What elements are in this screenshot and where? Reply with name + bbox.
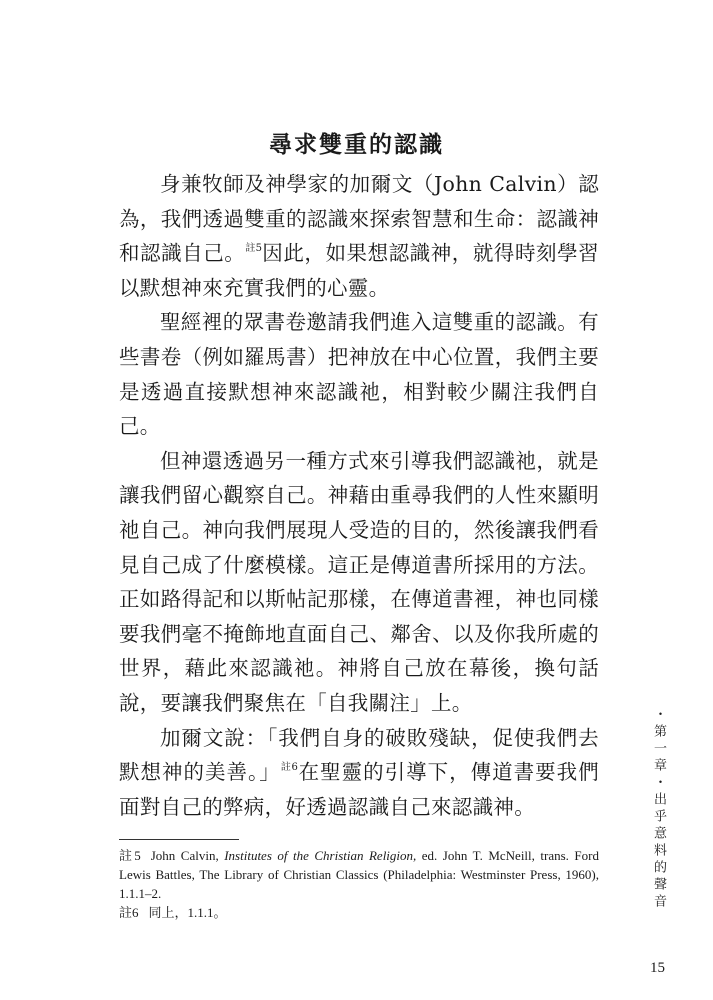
footnote-6: [119, 903, 599, 922]
footnotes: [119, 846, 599, 922]
footnote-ref-6[interactable]: 註6: [280, 762, 298, 774]
paragraph-text: 聖經裡的眾書卷邀請我們進入這雙重的認識。有些書卷（例如羅馬書）把神放在中心位置，我們主要是透過直接默想神來認識祂，相對較少關注我們自己。: [119, 310, 599, 439]
paragraph-3: [119, 444, 599, 721]
body-text: [119, 167, 599, 824]
paragraph-text: 身兼牧師及神學家的加爾文（John Calvin）認為，我們透過雙重的認識來探索智慧和生命：認識神和認識自己。: [119, 172, 599, 266]
paragraph-text: 在聖靈的引導下，傳道書要我們面對自己的弊病，好透過認識自己來認識神。: [119, 760, 599, 819]
footnote-divider: [119, 839, 239, 840]
running-chapter-header: ・第一章・出乎意料的聲音: [651, 707, 666, 911]
paragraph-2: [119, 305, 599, 443]
footnote-ref-5[interactable]: 註5: [245, 243, 262, 255]
page-number: 15: [650, 960, 665, 976]
footnote-text: ed. John T. McNeill, trans. Ford Lewis Battles, The Library of Christian Classics (Philadelphia: Westminster Press, 1960), 1.1.1–2.: [119, 848, 599, 901]
footnote-text: 同上，1.1.1。: [148, 905, 227, 920]
paragraph-1: [119, 167, 599, 305]
section-title: 尋求雙重的認識: [269, 131, 444, 158]
footnote-5: [119, 846, 599, 903]
paragraph-text: 因此，如果想認識神，就得時刻學習以默想神來充實我們的心靈。: [119, 241, 599, 300]
footnote-text: John Calvin,: [150, 848, 225, 863]
paragraph-4: [119, 721, 599, 825]
footnote-book-title: Institutes of the Christian Religion,: [224, 848, 417, 863]
footnote-mark: 註6: [119, 905, 139, 920]
paragraph-text: 但神還透過另一種方式來引導我們認識祂，就是讓我們留心觀察自己。神藉由重尋我們的人性來顯明祂自己。神向我們展現人受造的目的，然後讓我們看見自己成了什麼模樣。這正是傳道書所採用的方法。正如路得記和以斯帖記那樣，在傳道書裡，神也同樣要我們毫不掩飾地直面自己、鄰舍、以及你我所處的世界，藉此來認識祂。神將自己放在幕後，換句話說，要讓我們聚焦在「自我關注」上。: [119, 448, 599, 715]
paragraph-text: 加爾文說：「我們自身的破敗殘缺，促使我們去默想神的美善。」: [119, 725, 599, 785]
footnote-mark: 註5: [119, 848, 141, 863]
